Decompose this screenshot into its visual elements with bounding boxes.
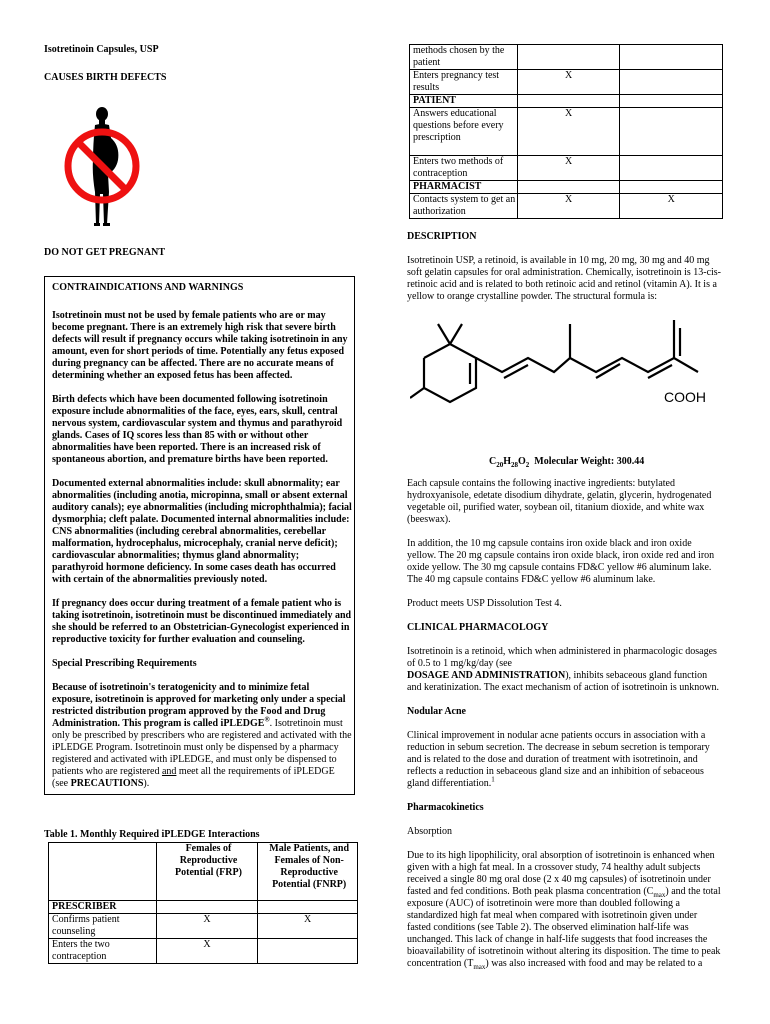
table-row	[410, 181, 723, 194]
row-educational-questions: Answers educational questions before every prescription	[410, 108, 518, 156]
formula-o: O	[518, 456, 526, 467]
formula-o-sub: 2	[525, 461, 530, 469]
molecular-formula	[489, 456, 644, 468]
absorption-text-2: ) and the total exposure (AUC) of isotretinoin were more than doubled following a standardized high fat meal when compared with isotretinoin given under fasted conditions (see Table 2). The observed elimination half-life was unchanged. This lack of change in half-life suggests that food increases the bioavailability of isotretinoin without altering its disposition. The time to peak concentration (T	[407, 886, 721, 969]
birth-defects-warning: CAUSES BIRTH DEFECTS	[44, 72, 167, 83]
closing-paren: ).	[143, 778, 150, 789]
absorption-text-3: ) was also increased with food and may be related to a	[485, 958, 703, 969]
formula-h: H	[503, 456, 512, 467]
clinical-paragraph-2	[407, 730, 723, 790]
frp-mark: X	[517, 108, 620, 156]
table-header-row	[49, 843, 358, 901]
frp-mark: X	[517, 156, 620, 181]
table-row	[410, 95, 723, 108]
frp-mark: X	[517, 194, 620, 219]
ipledge-requirements-text: . Isotretinoin must only be prescribed by prescribers who are registered and activated with the iPLEDGE Program. Isotretinoin must only be dispensed by a pharmacy registered and activated with iPLEDGE, and must only be dispensed to patients who are registered	[52, 718, 352, 777]
absorption-heading: Absorption	[407, 826, 452, 837]
ipledge-statement: Because of isotretinoin's teratogenicity and to minimize fetal exposure, isotretinoin is approved for marketing only under a special restricted distribution program approved by the Food and Drug Administration. This program is called iPLEDGE	[52, 682, 346, 729]
absorption-text: Due to its high lipophilicity, oral absorption of isotretinoin is enhanced when given with a high fat meal. In a crossover study, 74 healthy adult subjects received a single 80 mg oral dose (2 x 40 mg capsules) of isotretinoin under fasted and fed conditions. Both peak plasma concentration (C	[407, 850, 715, 897]
cooh-label: COOH	[664, 389, 706, 405]
ipledge-requirements-text-2: meet all the requirements of iPLEDGE (see	[52, 766, 335, 789]
registered-mark: ®	[264, 715, 270, 724]
contra-paragraph-2: Birth defects which have been documented following isotretinoin exposure include abnormalities of the face, eyes, ears, skull, central nervous system, cardiovascular system and thymus and parathyroid glands. Cases of IQ scores less than 85 with or without other abnormalities have been reported. There is an increased risk of spontaneous abortion, and premature births have been reported.	[52, 394, 343, 465]
nodular-text: Clinical improvement in nodular acne patients occurs in association with a reduction in sebum secretion. The decrease in sebum secretion is temporary and is related to the dose and duration of treatment with isotretinoin, and reflects a reduction in sebaceous gland size and an inhibition of sebaceous gland differentiation.	[407, 730, 710, 789]
row-two-methods: Enters two methods of contraception	[410, 156, 518, 181]
table-empty-header	[49, 843, 157, 901]
contra-paragraph-5	[52, 682, 352, 790]
description-paragraph-2: Each capsule contains the following inactive ingredients: butylated hydroxyanisole, edetate disodium dihydrate, gelatin, glycerin, hydrogenated vegetable oil, purified water, soybean oil, titanium dioxide, and white wax (beeswax).	[407, 478, 712, 525]
pharmacokinetics-heading: Pharmacokinetics	[407, 802, 484, 813]
description-paragraph-1: Isotretinoin USP, a retinoid, is available in 10 mg, 20 mg, 30 mg and 40 mg soft gelatin capsules for oral administration. Chemically, isotretinoin is 13-cis-retinoic acid and is related to both retinoic acid and retinol (vitamin A). It is a yellow to orange crystalline powder. The structural formula is:	[407, 255, 722, 302]
footnote-ref[interactable]: 1	[491, 775, 495, 784]
table-row	[410, 194, 723, 219]
row-authorization: Contacts system to get an authorization	[410, 194, 518, 219]
frp-mark: X	[156, 939, 258, 964]
table-row	[49, 914, 358, 939]
col-fnrp: Male Patients, and Females of Non-Reproductive Potential (FNRP)	[258, 843, 358, 901]
row-pregnancy-test: Enters pregnancy test results	[410, 70, 518, 95]
col-frp: Females of Reproductive Potential (FRP)	[156, 843, 258, 901]
contra-paragraph-1: Isotretinoin must not be used by female patients who are or may become pregnant. There is an extremely high risk that severe birth defects will result if pregnancy occurs while taking isotretinoin in any amount, even for short periods of time. Potentially any fetus exposed during pregnancy can be affected. There are no accurate means of determining whether an exposed fetus has been affected.	[52, 310, 348, 381]
contra-paragraph-4: If pregnancy does occur during treatment of a female patient who is taking isotretinoin, isotretinoin must be discontinued immediately and she should be referred to an Obstetrician-Gynecologist experienced in reproductive toxicity for further evaluation and counseling.	[52, 598, 352, 645]
row-enters-contraception: Enters the two contraception	[49, 939, 157, 964]
table-row	[49, 939, 358, 964]
fnrp-mark: X	[258, 914, 358, 939]
row-methods-chosen: methods chosen by the patient	[410, 45, 518, 70]
tmax-sub: max	[473, 963, 486, 971]
dosage-admin-link[interactable]: DOSAGE AND ADMINISTRATION	[407, 670, 566, 681]
molecular-weight: Molecular Weight: 300.44	[534, 456, 645, 467]
table1-caption: Table 1. Monthly Required iPLEDGE Interactions	[44, 829, 260, 840]
contraindications-box	[44, 276, 355, 795]
frp-mark: X	[517, 70, 620, 95]
cmax-sub: max	[653, 891, 666, 899]
patient-label: PATIENT	[410, 95, 518, 108]
clinical-paragraph-1	[407, 646, 723, 694]
do-not-get-pregnant: DO NOT GET PREGNANT	[44, 247, 166, 258]
absorption-paragraph	[407, 850, 723, 970]
structural-formula-diagram	[410, 318, 720, 438]
precautions-link[interactable]: PRECAUTIONS	[70, 778, 144, 789]
nodular-acne-heading: Nodular Acne	[407, 706, 466, 717]
table-row	[410, 45, 723, 70]
row-confirms-counseling: Confirms patient counseling	[49, 914, 157, 939]
clinical-pharmacology-heading: CLINICAL PHARMACOLOGY	[407, 622, 549, 633]
table-row	[410, 70, 723, 95]
product-name: Isotretinoin Capsules, USP	[44, 44, 159, 55]
formula-c-sub: 20	[496, 461, 504, 469]
table-row	[410, 108, 723, 156]
contra-paragraph-3: Documented external abnormalities include: skull abnormality; ear abnormalities (including anotia, micropinna, small or absent external auditory canals); eye abnormalities (including microphthalmia); facial dysmorphia; cleft palate. Documented internal abnormalities include: CNS abnormalities (including cerebral abnormalities, cerebellar malformation, hydrocephalus, microcephaly, cranial nerve deficit); cardiovascular abnormalities; thymus gland abnormality; parathyroid hormone deficiency. In some cases death has occurred with certain of the abnormalities previously noted.	[52, 478, 352, 585]
description-paragraph-3: In addition, the 10 mg capsule contains iron oxide black and iron oxide yellow. The 20 mg capsule contains iron oxide black, iron oxide red and iron oxide yellow. The 30 mg capsule contains FD&C yellow #6 aluminum lake. The 40 mg capsule contains FD&C yellow #6 aluminum lake.	[407, 538, 715, 585]
prescriber-label: PRESCRIBER	[49, 901, 157, 914]
pharmacist-label: PHARMACIST	[410, 181, 518, 194]
table-row	[49, 901, 358, 914]
frp-mark: X	[156, 914, 258, 939]
ipledge-table-continued	[409, 44, 723, 219]
no-pregnancy-icon	[62, 104, 144, 234]
formula-h-sub: 28	[511, 461, 519, 469]
special-prescribing-heading: Special Prescribing Requirements	[52, 658, 197, 669]
formula-c: C	[489, 456, 497, 467]
clinical-text-2: ), inhibits sebaceous gland function and keratinization. The exact mechanism of action of isotretinoin is unknown.	[407, 670, 719, 693]
ipledge-table	[48, 842, 358, 964]
table-row	[410, 156, 723, 181]
clinical-text: Isotretinoin is a retinoid, which when administered in pharmacologic dosages of 0.5 to 1 mg/kg/day (see	[407, 646, 717, 669]
underlined-and: and	[161, 766, 177, 777]
description-heading: DESCRIPTION	[407, 231, 477, 242]
fnrp-mark: X	[620, 194, 723, 219]
contraindications-heading: CONTRAINDICATIONS AND WARNINGS	[52, 282, 244, 293]
description-paragraph-4: Product meets USP Dissolution Test 4.	[407, 598, 562, 609]
